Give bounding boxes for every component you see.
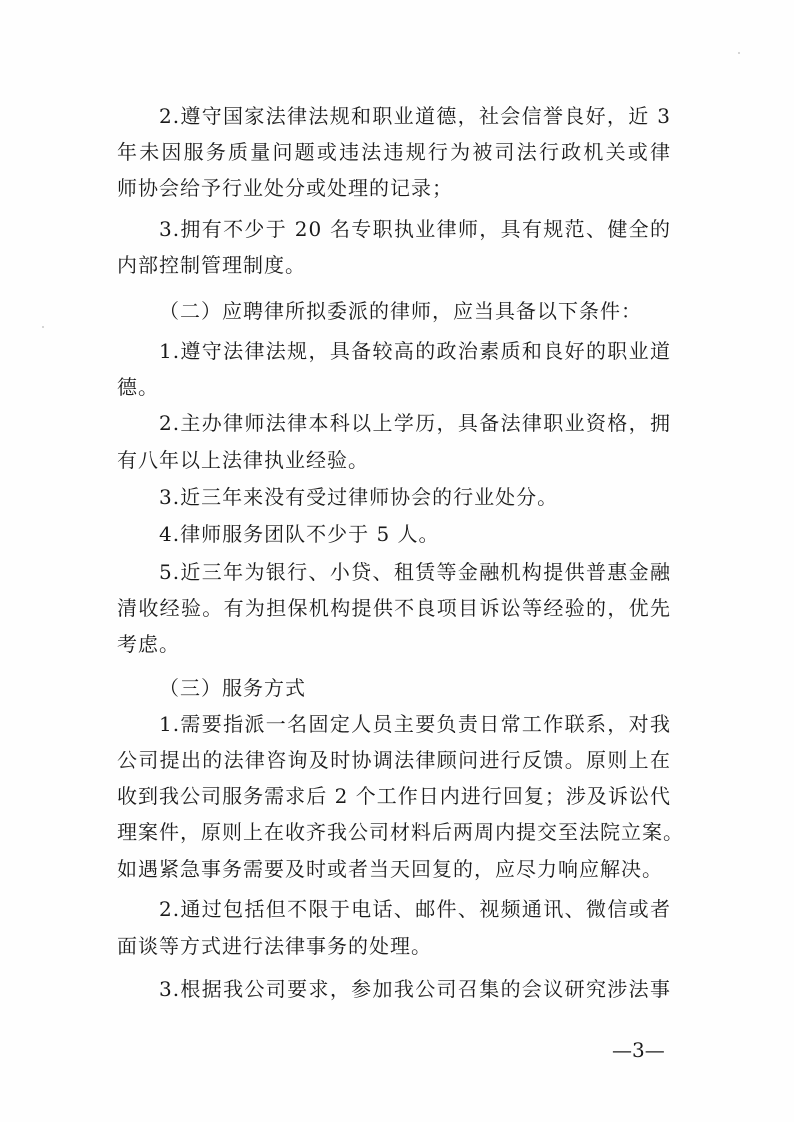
paragraph-line: 师协会给予行业处分或处理的记录； — [117, 176, 453, 200]
paragraph-line: 公司提出的法律咨询及时协调法律顾问进行反馈。原则上在 — [117, 748, 671, 772]
section-heading: （三）服务方式 — [159, 676, 306, 700]
paragraph-line: 理案件，原则上在收齐我公司材料后两周内提交至法院立案。 — [117, 820, 684, 844]
paragraph-line: 4.律师服务团队不少于 5 人。 — [159, 522, 440, 546]
paragraph-line: 内部控制管理制度。 — [117, 253, 306, 277]
paragraph-line: 3.拥有不少于 20 名专职执业律师，具有规范、健全的 — [159, 217, 671, 241]
paragraph-line: 2.通过包括但不限于电话、邮件、视频通讯、微信或者 — [159, 897, 671, 921]
paragraph-line: 5.近三年为银行、小贷、租赁等金融机构提供普惠金融 — [159, 560, 671, 584]
paragraph-line: 收到我公司服务需求后 2 个工作日内进行回复；涉及诉讼代 — [117, 784, 671, 808]
paragraph-line: 2.主办律师法律本科以上学历，具备法律职业资格，拥 — [159, 411, 671, 435]
paragraph-line: 面谈等方式进行法律事务的处理。 — [117, 934, 432, 958]
paragraph-line: 清收经验。有为担保机构提供不良项目诉讼等经验的，优先 — [117, 596, 671, 620]
paragraph-line: 如遇紧急事务需要及时或者当天回复的，应尽力响应解决。 — [117, 857, 663, 881]
paragraph-line: 3.近三年来没有受过律师协会的行业处分。 — [159, 485, 559, 509]
paragraph-line: 年未因服务质量问题或违法违规行为被司法行政机关或律 — [117, 140, 671, 164]
paragraph-line: 2.遵守国家法律法规和职业道德，社会信誉良好，近 3 — [159, 104, 671, 128]
paragraph-line: 1.需要指派一名固定人员主要负责日常工作联系，对我 — [159, 712, 671, 736]
page-number: —3— — [612, 1038, 665, 1062]
paragraph-line: 德。 — [117, 375, 159, 399]
paragraph-line: 3.根据我公司要求，参加我公司召集的会议研究涉法事 — [159, 977, 671, 1001]
paragraph-line: 有八年以上法律执业经验。 — [117, 448, 369, 472]
paragraph-line: 考虑。 — [117, 632, 180, 656]
scan-speck — [42, 326, 44, 328]
section-heading: （二）应聘律所拟委派的律师，应当具备以下条件： — [159, 299, 642, 323]
scan-speck — [738, 52, 740, 54]
paragraph-line: 1.遵守法律法规，具备较高的政治素质和良好的职业道 — [159, 339, 671, 363]
